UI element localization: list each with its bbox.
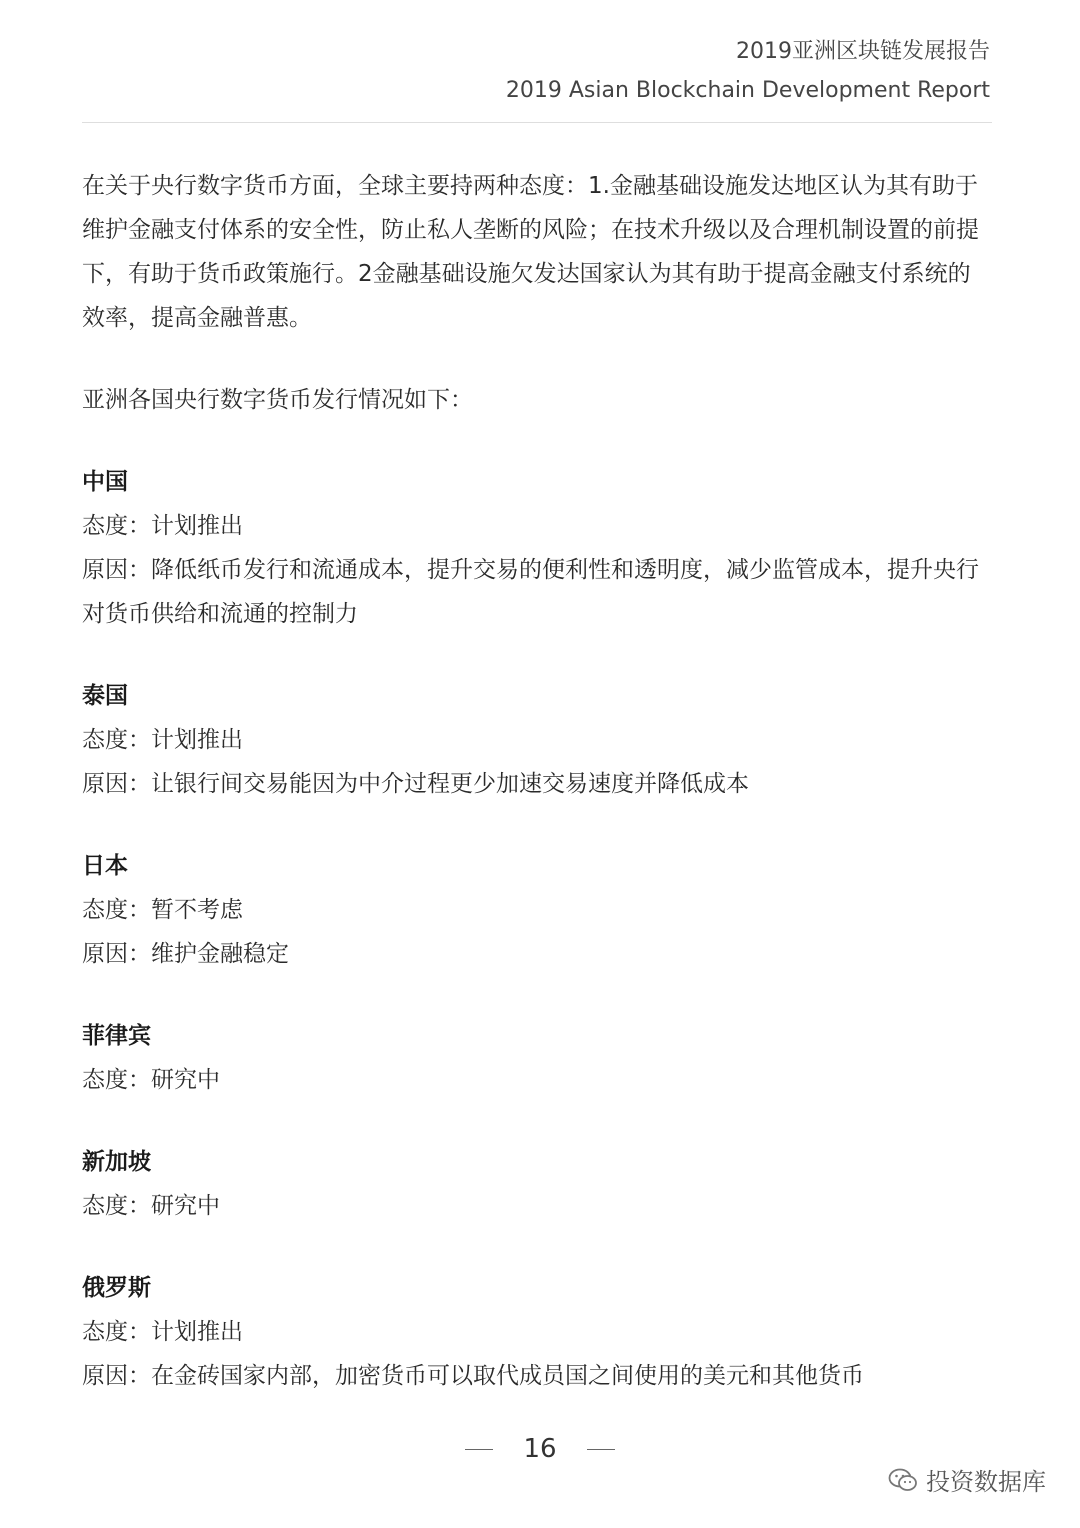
page-body <box>82 164 992 1398</box>
country-section-japan <box>82 844 992 976</box>
report-title-en: 2019 Asian Blockchain Development Report <box>505 78 990 103</box>
list-intro: 亚洲各国央行数字货币发行情况如下： <box>82 387 473 413</box>
country-section-russia <box>82 1266 992 1398</box>
country-name: 菲律宾 <box>82 1023 151 1049</box>
wechat-icon <box>888 1467 918 1493</box>
country-attitude: 态度：计划推出 <box>82 727 243 753</box>
country-attitude: 态度：暂不考虑 <box>82 897 243 923</box>
country-name: 泰国 <box>82 683 128 709</box>
country-name: 中国 <box>82 469 128 495</box>
footer-dash-left <box>465 1449 493 1450</box>
country-section-singapore <box>82 1140 992 1228</box>
country-attitude: 态度：研究中 <box>82 1067 220 1093</box>
country-attitude: 态度：计划推出 <box>82 1319 243 1345</box>
page-footer <box>0 1434 1080 1464</box>
country-name: 日本 <box>82 853 128 879</box>
source-label: 投资数据库 <box>926 1468 1046 1496</box>
footer-dash-right <box>587 1449 615 1450</box>
source-watermark <box>888 1462 1046 1497</box>
country-section-philippines <box>82 1014 992 1102</box>
country-attitude: 态度：计划推出 <box>82 513 243 539</box>
country-attitude: 态度：研究中 <box>82 1193 220 1219</box>
page-number: 16 <box>523 1434 557 1464</box>
country-reason: 原因：维护金融稳定 <box>82 941 289 967</box>
report-title-cn: 2019亚洲区块链发展报告 <box>736 39 990 64</box>
header-divider <box>82 122 992 123</box>
country-name: 新加坡 <box>82 1149 151 1175</box>
country-name: 俄罗斯 <box>82 1275 151 1301</box>
report-header <box>506 34 990 110</box>
intro-paragraph: 在关于央行数字货币方面，全球主要持两种态度：1.金融基础设施发达地区认为其有助于维护金融支付体系的安全性，防止私人垄断的风险；在技术升级以及合理机制设置的前提下，有助于货币政策施行。2金融基础设施欠发达国家认为其有助于提高金融支付系统的效率，提高金融普惠。 <box>82 173 979 331</box>
country-section-thailand <box>82 674 992 806</box>
country-reason: 原因：让银行间交易能因为中介过程更少加速交易速度并降低成本 <box>82 771 749 797</box>
country-section-china <box>82 460 992 636</box>
country-reason: 原因：在金砖国家内部，加密货币可以取代成员国之间使用的美元和其他货币 <box>82 1363 864 1389</box>
country-reason: 原因：降低纸币发行和流通成本，提升交易的便利性和透明度，减少监管成本，提升央行对货币供给和流通的控制力 <box>82 557 979 627</box>
